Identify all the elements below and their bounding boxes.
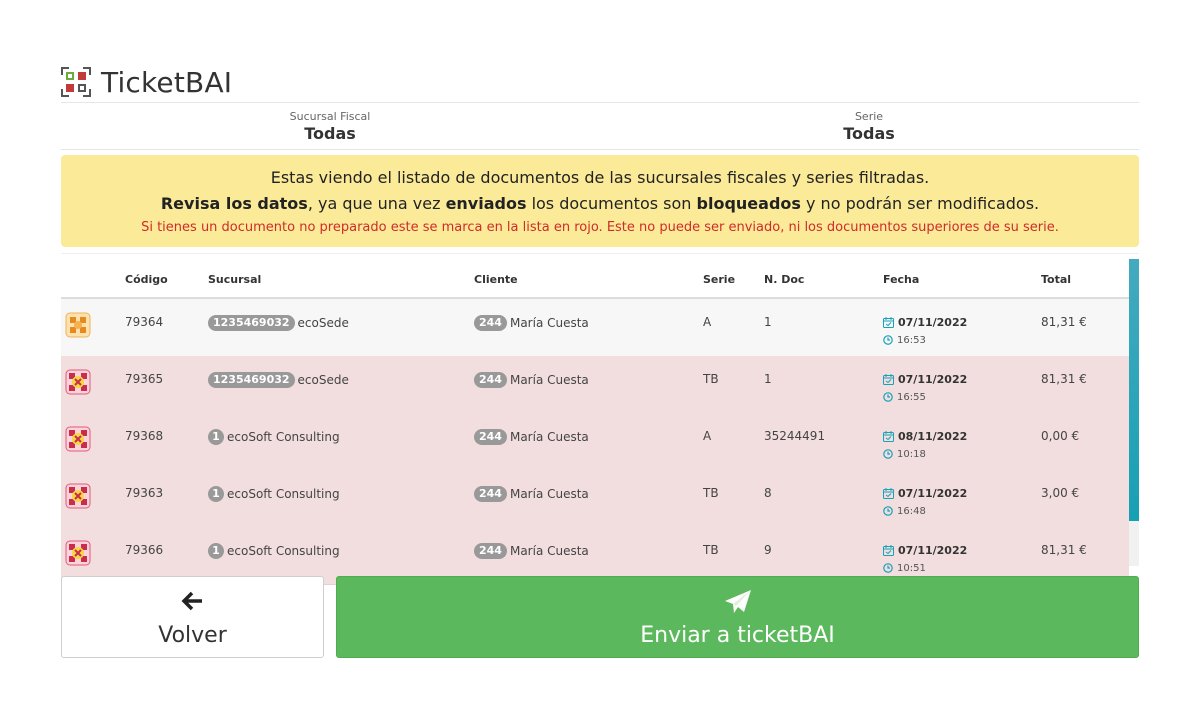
cell-total: 81,31 € [1041,315,1087,329]
cell-cliente [474,315,589,331]
col-serie[interactable]: Serie [703,273,736,286]
cell-codigo: 79366 [125,543,164,557]
filter-sucursal-value: Todas [304,124,356,143]
table-row[interactable] [61,470,1129,528]
cell-sucursal [208,543,340,559]
filter-sucursal-label: Sucursal Fiscal [289,110,371,123]
cell-ndoc: 8 [764,486,772,500]
cell-cliente [474,429,589,445]
pending-status-icon [65,312,91,338]
cell-cliente [474,486,589,502]
clock-icon [883,392,893,402]
cell-date: 08/11/2022 [898,430,968,443]
cliente-badge: 244 [474,315,507,331]
cell-time: 16:55 [897,392,926,403]
alert-text: y no podrán ser modificados. [800,194,1040,213]
cell-total: 81,31 € [1041,543,1087,557]
cell-total: 3,00 € [1041,486,1080,500]
cliente-name: María Cuesta [509,373,589,387]
page-title: TicketBAI [101,65,233,99]
table-row[interactable] [61,413,1129,471]
divider [61,102,1139,103]
cell-ndoc: 1 [764,372,772,386]
alert-bold-revisa: Revisa los datos [160,194,308,213]
clock-icon [883,449,893,459]
cell-fecha [883,315,967,346]
filter-serie-value: Todas [843,124,895,143]
table-row[interactable] [61,299,1129,357]
alert-text: los documentos son [526,194,697,213]
arrow-left-icon [181,589,205,613]
alert-warning: Si tienes un documento no preparado este se marca en la lista en rojo. Este no puede ser enviado, ni los documentos superiores de su serie. [141,220,1059,235]
cell-serie: TB [703,372,719,386]
sucursal-badge: 1235469032 [208,372,295,388]
col-total[interactable]: Total [1041,273,1072,286]
page-header [61,62,232,102]
cell-time: 10:51 [897,563,926,574]
send-button-label: Enviar a ticketBAI [640,623,835,648]
cell-serie: A [703,429,712,443]
alert-line-1: Estas viendo el listado de documentos de las sucursales fiscales y series filtradas. [270,168,930,187]
calendar-icon [883,431,894,442]
cell-ndoc: 35244491 [764,429,826,443]
alert-bold-bloqueados: bloqueados [696,194,801,213]
paper-plane-icon [724,589,752,615]
cliente-name: María Cuesta [509,430,589,444]
cell-time: 10:18 [897,449,926,460]
cliente-badge: 244 [474,429,507,445]
cell-ndoc: 1 [764,315,772,329]
sucursal-name: ecoSede [297,373,349,387]
cell-time: 16:48 [897,506,926,517]
cell-serie: A [703,315,712,329]
calendar-icon [883,317,894,328]
table-row[interactable] [61,356,1129,414]
sucursal-badge: 1 [208,543,224,559]
cell-date: 07/11/2022 [898,487,968,500]
cell-sucursal [208,486,340,502]
divider [61,149,1139,150]
cell-cliente [474,543,589,559]
col-cliente[interactable]: Cliente [474,273,518,286]
cell-date: 07/11/2022 [898,373,968,386]
filter-serie [719,110,1019,144]
sucursal-name: ecoSoft Consulting [227,487,340,501]
documents-table [61,259,1139,574]
calendar-icon [883,488,894,499]
cell-codigo: 79364 [125,315,164,329]
sucursal-name: ecoSoft Consulting [227,544,340,558]
cell-fecha [883,372,967,403]
alert-text: , ya que una vez [307,194,446,213]
page [61,0,1139,720]
send-ticketbai-button[interactable] [336,576,1139,658]
cell-ndoc: 9 [764,543,772,557]
error-status-icon [65,540,91,566]
sucursal-name: ecoSoft Consulting [227,430,340,444]
calendar-icon [883,545,894,556]
cell-time: 16:53 [897,335,926,346]
alert-bold-enviados: enviados [445,194,527,213]
cell-serie: TB [703,543,719,557]
alert-line-2 [61,194,1139,213]
cell-total: 81,31 € [1041,372,1087,386]
calendar-icon [883,374,894,385]
filters [61,110,1139,150]
ticketbai-logo-icon [61,67,91,97]
clock-icon [883,335,893,345]
filter-serie-label: Serie [854,110,884,123]
cell-sucursal [208,429,340,445]
col-codigo[interactable]: Código [125,273,168,286]
cell-fecha [883,486,967,517]
col-sucursal[interactable]: Sucursal [208,273,262,286]
cliente-name: María Cuesta [509,544,589,558]
table-header [61,259,1129,299]
cell-serie: TB [703,486,719,500]
col-fecha[interactable]: Fecha [883,273,920,286]
cell-sucursal [208,372,349,388]
cell-sucursal [208,315,349,331]
back-button-label: Volver [158,623,227,648]
back-button[interactable] [61,576,324,658]
sucursal-badge: 1235469032 [208,315,295,331]
error-status-icon [65,369,91,395]
error-status-icon [65,426,91,452]
cliente-badge: 244 [474,372,507,388]
cell-fecha [883,429,967,460]
cell-codigo: 79365 [125,372,164,386]
clock-icon [883,506,893,516]
cell-date: 07/11/2022 [898,544,968,557]
cliente-badge: 244 [474,543,507,559]
cell-cliente [474,372,589,388]
error-status-icon [65,483,91,509]
clock-icon [883,563,893,573]
cliente-name: María Cuesta [509,316,589,330]
info-alert [61,155,1139,247]
col-ndoc[interactable]: N. Doc [764,273,805,286]
cell-codigo: 79368 [125,429,164,443]
cliente-name: María Cuesta [509,487,589,501]
scrollbar-thumb[interactable] [1129,259,1139,521]
divider [61,253,1139,254]
cell-total: 0,00 € [1041,429,1080,443]
sucursal-name: ecoSede [297,316,349,330]
cell-codigo: 79363 [125,486,164,500]
cell-date: 07/11/2022 [898,316,968,329]
sucursal-badge: 1 [208,429,224,445]
cell-fecha [883,543,967,574]
filter-sucursal [180,110,480,144]
cliente-badge: 244 [474,486,507,502]
sucursal-badge: 1 [208,486,224,502]
